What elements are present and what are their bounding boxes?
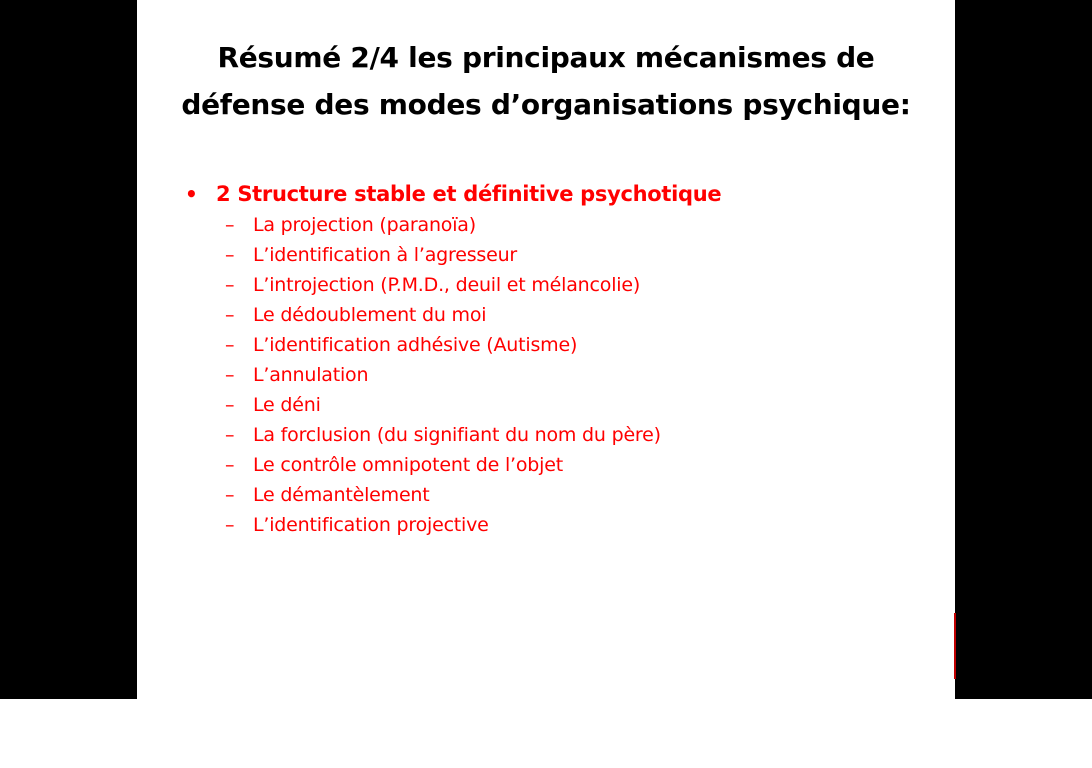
dash-marker: –: [225, 484, 235, 506]
bullet-marker: •: [185, 182, 198, 206]
dash-marker: –: [225, 304, 235, 326]
slide: [137, 0, 955, 699]
list-item-text: Le déni: [253, 394, 321, 416]
list-item: [185, 480, 925, 510]
list-item: [185, 210, 925, 240]
slide-edge-mark: [954, 613, 956, 679]
list-item-text: Le démantèlement: [253, 484, 430, 506]
slide-title-line-2: défense des modes d’organisations psychique:: [181, 88, 911, 121]
list-item-text: Le contrôle omnipotent de l’objet: [253, 454, 563, 476]
dash-marker: –: [225, 334, 235, 356]
list-item-text: L’identification adhésive (Autisme): [253, 334, 578, 356]
main-bullet-text: 2 Structure stable et définitive psychotique: [216, 182, 722, 206]
list-item-text: L’introjection (P.M.D., deuil et mélancolie): [253, 274, 641, 296]
slide-title-line-1: Résumé 2/4 les principaux mécanismes de: [217, 41, 875, 74]
main-bullet: [185, 178, 925, 210]
dash-marker: –: [225, 424, 235, 446]
dash-marker: –: [225, 394, 235, 416]
dash-marker: –: [225, 214, 235, 236]
slide-content: [185, 178, 925, 540]
slide-title: [137, 34, 955, 128]
list-item: [185, 450, 925, 480]
list-item: [185, 510, 925, 540]
list-item-text: La forclusion (du signifiant du nom du père): [253, 424, 661, 446]
list-item: [185, 240, 925, 270]
dash-marker: –: [225, 244, 235, 266]
dash-marker: –: [225, 454, 235, 476]
list-item: [185, 420, 925, 450]
list-item: [185, 390, 925, 420]
dash-marker: –: [225, 274, 235, 296]
dash-marker: –: [225, 514, 235, 536]
list-item-text: L’identification projective: [253, 514, 489, 536]
list-item-text: La projection (paranoïa): [253, 214, 476, 236]
list-item: [185, 330, 925, 360]
defense-mechanisms-list: [185, 210, 925, 540]
dash-marker: –: [225, 364, 235, 386]
list-item-text: L’identification à l’agresseur: [253, 244, 518, 266]
list-item-text: L’annulation: [253, 364, 369, 386]
list-item: [185, 360, 925, 390]
list-item: [185, 300, 925, 330]
list-item: [185, 270, 925, 300]
list-item-text: Le dédoublement du moi: [253, 304, 487, 326]
